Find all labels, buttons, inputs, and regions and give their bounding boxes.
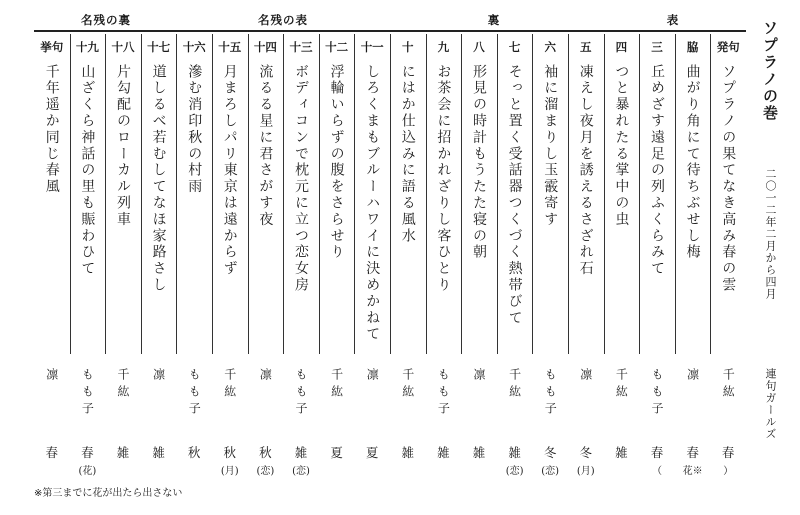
- verse-text: 浮輪いらずの腹をさらせり: [328, 64, 345, 261]
- column-divider: [319, 34, 320, 354]
- verse-poet: もも子: [294, 368, 308, 419]
- verse-poet: 凛: [151, 368, 166, 385]
- verse-poet: 凛: [44, 368, 59, 385]
- verse-number: 発句: [716, 40, 740, 54]
- verse-season: 雑: [116, 445, 130, 460]
- verse-number: 十: [402, 40, 414, 54]
- verse-poet: 千紘: [222, 368, 237, 402]
- verse-note: (月): [576, 466, 595, 477]
- verse-text: にはか仕込みに語る風水: [399, 64, 416, 245]
- verse-note: (恋): [541, 466, 560, 477]
- group-label-omote: 表: [666, 13, 680, 27]
- column-divider: [141, 34, 142, 354]
- verse-number: 十六: [182, 40, 206, 54]
- verse-text: 滲む消印秋の村雨: [186, 64, 203, 196]
- verse-number: 四: [615, 40, 628, 54]
- verse-number: 八: [473, 40, 485, 54]
- verse-poet: もも子: [650, 368, 664, 419]
- verse-number: 十三: [289, 40, 313, 54]
- verse-column: [393, 34, 423, 364]
- verse-season: 秋: [259, 445, 272, 460]
- verse-column: [606, 34, 636, 364]
- verse-text: ソプラノの果てなき高み春の雲: [720, 64, 737, 294]
- verse-note: 花※: [682, 466, 703, 477]
- verse-number: 十一: [360, 40, 384, 54]
- verse-poet: 千紘: [116, 368, 130, 402]
- verse-column: [37, 34, 67, 364]
- verse-text: しろくまもブルーハワイに決めかねて: [364, 64, 381, 343]
- verse-poet: 凛: [472, 368, 486, 385]
- verse-column: [250, 34, 280, 364]
- verse-column: [428, 34, 458, 364]
- verse-number: 脇: [686, 40, 699, 54]
- verse-column: [464, 34, 494, 364]
- verse-text: 凍えし夜月を誘えるさざれ石: [577, 64, 594, 278]
- column-divider: [675, 34, 676, 354]
- verse-number: 十九: [75, 40, 99, 54]
- verse-text: お茶会に招かれざりし客ひとり: [435, 64, 452, 294]
- verse-season: 雑: [615, 445, 628, 460]
- verse-season: 冬: [579, 445, 593, 460]
- sheet-title: ソプラノの巻: [761, 20, 779, 122]
- verse-number: 十七: [147, 40, 171, 54]
- group-label-nagori-omote: 名残の表: [258, 13, 308, 27]
- verse-text: 流るる星に君さがす夜: [257, 64, 274, 228]
- verse-column: [357, 34, 387, 364]
- verse-season: 秋: [223, 445, 237, 460]
- verse-season: 夏: [330, 445, 343, 460]
- column-divider: [390, 34, 391, 354]
- verse-note: (月): [220, 466, 239, 477]
- verse-poet: 凛: [685, 368, 700, 385]
- verse-text: 曲がり角にて待ちぶせし梅: [684, 64, 701, 261]
- verse-poet: 千紘: [507, 368, 522, 402]
- verse-season: 春: [650, 445, 664, 460]
- verse-text: 袖に溜まりし玉霰寄す: [542, 64, 559, 228]
- verse-season: 雑: [437, 445, 450, 460]
- verse-season: 雑: [472, 445, 486, 460]
- verse-text: 形見の時計もうたた寝の朝: [471, 64, 487, 261]
- column-divider: [568, 34, 569, 354]
- verse-poet: 凛: [258, 368, 273, 385]
- column-divider: [604, 34, 605, 354]
- verse-note: (恋): [505, 466, 524, 477]
- verse-number: 三: [651, 40, 663, 54]
- column-divider: [283, 34, 284, 354]
- verse-column: [322, 34, 352, 364]
- verse-season: 春: [45, 445, 59, 460]
- date-range: 二〇一二年二月から四月: [764, 168, 777, 300]
- verse-column: [72, 34, 102, 364]
- verse-number: 十二: [325, 40, 349, 54]
- verse-season: 冬: [543, 445, 557, 460]
- group-name: 連句ガールズ: [764, 368, 777, 440]
- verse-note: （: [652, 466, 662, 477]
- verse-poet: もも子: [543, 368, 558, 419]
- verse-season: 秋: [187, 445, 201, 460]
- verse-number: 六: [544, 40, 556, 54]
- column-divider: [105, 34, 106, 354]
- verse-season: 春: [721, 445, 735, 460]
- verse-text: つと暴れたる掌中の虫: [613, 64, 630, 228]
- verse-text: 月まろしパリ東京は遠からず: [221, 64, 238, 278]
- column-divider: [176, 34, 177, 354]
- column-divider: [497, 34, 498, 354]
- verse-poet: 凛: [578, 368, 593, 385]
- verse-column: [500, 34, 530, 364]
- verse-note: ）: [723, 466, 734, 477]
- verse-text: 丘めざす遠足の列ふくらみて: [649, 64, 665, 278]
- verse-number: 十八: [111, 40, 135, 54]
- verse-column: [144, 34, 174, 364]
- verse-number: 十五: [218, 40, 242, 54]
- column-divider: [710, 34, 711, 354]
- verse-note: (恋): [256, 466, 275, 477]
- verse-number: 五: [580, 40, 592, 54]
- verse-column: [571, 34, 601, 364]
- column-divider: [248, 34, 249, 354]
- verse-season: 雑: [294, 445, 308, 460]
- verse-text: 山ざくら神話の里も賑わひて: [79, 64, 96, 278]
- verse-column: [642, 34, 672, 364]
- group-rule-nagori-ura: [34, 30, 178, 32]
- verse-poet: もも子: [436, 368, 451, 419]
- verse-season: 雑: [508, 445, 521, 460]
- group-label-ura: 裏: [487, 13, 501, 27]
- column-divider: [70, 34, 71, 354]
- verse-poet: もも子: [187, 368, 202, 419]
- group-rule-ura: [388, 30, 600, 32]
- verse-text: 道しるべ若むしてなほ家路さし: [150, 64, 167, 294]
- verse-column: [713, 34, 743, 364]
- verse-season: 春: [686, 445, 699, 460]
- verse-number: 十四: [253, 40, 277, 54]
- verse-poet: 凛: [365, 368, 380, 385]
- verse-poet: もも子: [80, 368, 95, 419]
- verse-poet: 千紘: [721, 368, 736, 402]
- column-divider: [426, 34, 427, 354]
- verse-number: 挙句: [40, 40, 64, 54]
- verse-note: (恋): [292, 466, 310, 477]
- group-rule-omote: [600, 30, 746, 32]
- footnote: ※第三までに花が出たら出さない: [34, 488, 183, 499]
- verse-season: 雑: [152, 445, 165, 460]
- verse-poet: 千紘: [329, 368, 344, 402]
- column-divider: [532, 34, 533, 354]
- verse-note: (花): [78, 466, 97, 477]
- verse-season: 雑: [401, 445, 415, 460]
- verse-poet: 千紘: [614, 368, 629, 402]
- column-divider: [354, 34, 355, 354]
- group-label-nagori-ura: 名残の裏: [81, 13, 131, 27]
- verse-text: そっと置く受話器つくづく熱帯びて: [506, 64, 523, 327]
- verse-season: 夏: [365, 445, 379, 460]
- verse-column: [286, 34, 316, 364]
- verse-number: 七: [508, 40, 521, 54]
- verse-text: 片勾配のローカル列車: [115, 64, 131, 228]
- verse-text: ボディコンで枕元に立つ恋女房: [293, 64, 309, 294]
- verse-column: [215, 34, 245, 364]
- verse-text: 千年遥か同じ春風: [43, 64, 60, 196]
- column-divider: [461, 34, 462, 354]
- verse-season: 春: [81, 445, 94, 460]
- column-divider: [639, 34, 640, 354]
- verse-column: [678, 34, 708, 364]
- verse-poet: 千紘: [400, 368, 415, 402]
- verse-column: [108, 34, 138, 364]
- verse-column: [535, 34, 565, 364]
- group-rule-nagori-omote: [178, 30, 388, 32]
- verse-number: 九: [437, 40, 450, 54]
- column-divider: [212, 34, 213, 354]
- verse-column: [179, 34, 209, 364]
